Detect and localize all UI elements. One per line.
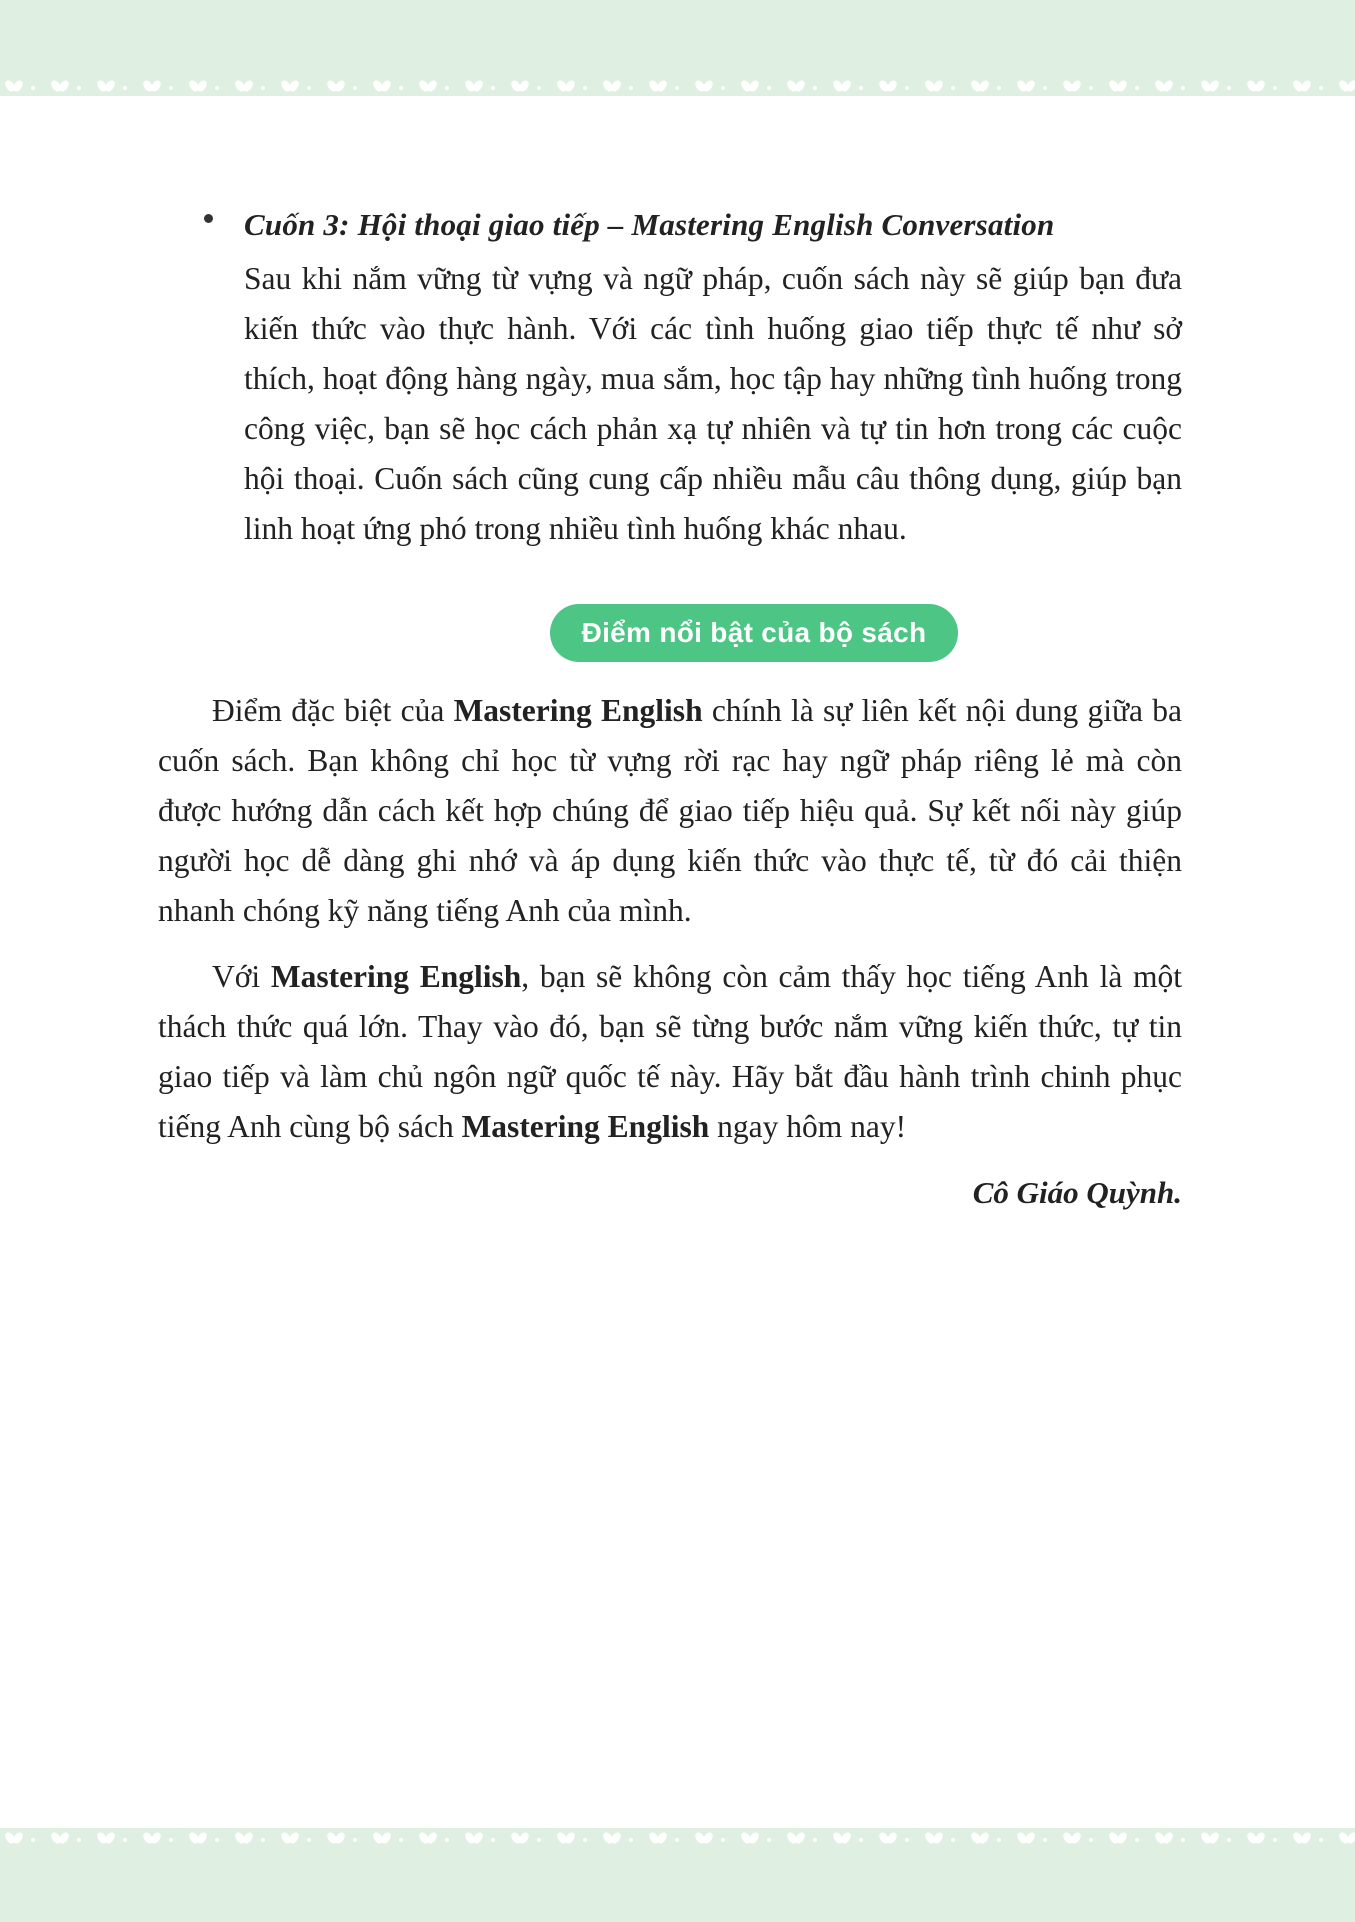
bullet-dot-icon [204,214,213,223]
bottom-decorative-band [0,1828,1355,1922]
paragraph-2-text-c: ngay hôm nay! [709,1109,907,1144]
signature: Cô Giáo Quỳnh. [972,1175,1182,1210]
paragraph-2-text-b: , bạn sẽ không còn cảm thấy học tiếng Anh là một thách thức quá lớn. Thay vào đó, bạn sẽ từng bước nắm vững kiến thức, tự tin giao tiếp và làm chủ ngôn ngữ quốc tế này. Hãy bắt đầu hành trình chinh phục tiếng Anh cùng bộ sách [158,959,1182,1144]
book-3-item [158,200,1182,554]
leaf-pattern-bottom [0,1828,1355,1848]
paragraph-1-text-a: Điểm đặc biệt của [212,693,454,728]
paragraph-2-text-a: Với [212,959,271,994]
paragraph-1-bold: Mastering English [453,693,703,728]
page-content [158,200,1182,1218]
paragraph-1 [158,686,1182,936]
section-heading: Điểm nổi bật của bộ sách [550,604,959,662]
body-paragraphs [158,686,1182,1152]
top-decorative-band [0,0,1355,96]
leaf-pattern-top [0,76,1355,96]
paragraph-2 [158,952,1182,1152]
book-3-description: Sau khi nắm vững từ vựng và ngữ pháp, cuốn sách này sẽ giúp bạn đưa kiến thức vào thực hành. Với các tình huống giao tiếp thực tế như sở thích, hoạt động hàng ngày, mua sắm, học tập hay những tình huống trong công việc, bạn sẽ học cách phản xạ tự nhiên và tự tin hơn trong các cuộc hội thoại. Cuốn sách cũng cung cấp nhiều mẫu câu thông dụng, giúp bạn linh hoạt ứng phó trong nhiều tình huống khác nhau. [244,261,1182,546]
paragraph-1-text-b: chính là sự liên kết nội dung giữa ba cuốn sách. Bạn không chỉ học từ vựng rời rạc hay ngữ pháp riêng lẻ mà còn được hướng dẫn cách kết hợp chúng để giao tiếp hiệu quả. Sự kết nối này giúp người học dễ dàng ghi nhớ và áp dụng kiến thức vào thực tế, từ đó cải thiện nhanh chóng kỹ năng tiếng Anh của mình. [158,693,1182,928]
paragraph-2-bold-2: Mastering English [461,1109,710,1144]
book-3-title: Cuốn 3: Hội thoại giao tiếp – Mastering English Conversation [244,207,1055,242]
paragraph-2-bold-1: Mastering English [270,959,522,994]
section-heading-wrap [158,604,1182,662]
